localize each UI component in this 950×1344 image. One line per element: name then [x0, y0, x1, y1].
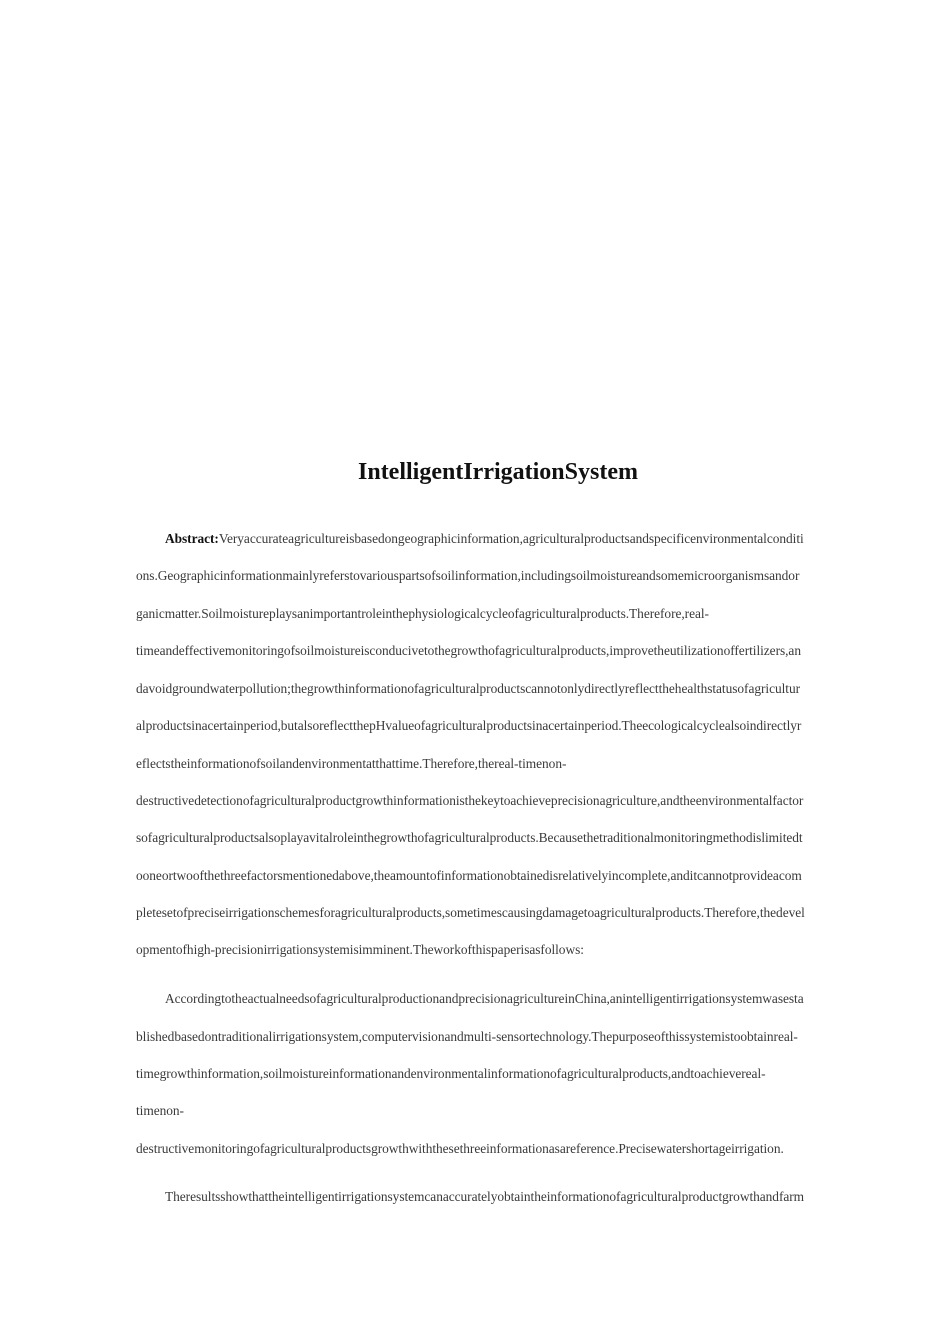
paragraph-first-line: AccordingtotheactualneedsofagriculturalproductionandprecisionagricultureinChina,anintelligentirrigationsystemwasesta: [165, 991, 804, 1006]
abstract-line: [165, 529, 804, 549]
body-line: timenon-: [136, 1103, 184, 1118]
body-line: opmentofhigh-precisionirrigationsystemisimminent.Theworkofthispaperisasfollows:: [136, 942, 584, 957]
abstract-label: Abstract:: [165, 531, 219, 546]
body-line: ganicmatter.Soilmoistureplaysanimportantroleinthephysiologicalcycleofagriculturalproducts.Therefore,real-: [136, 606, 709, 621]
line-text: Veryaccurateagricultureisbasedongeographicinformation,agriculturalproductsandspecificenvironmentalconditi: [218, 531, 804, 546]
body-line: timegrowthinformation,soilmoistureinformationandenvironmentalinformationofagriculturalproducts,andtoachievereal-: [136, 1066, 766, 1081]
body-line: pletesetofpreciseirrigationschemesforagriculturalproducts,sometimescausingdamagetoagriculturalproducts.Therefore,thedevel: [136, 905, 805, 920]
body-line: eflectstheinformationofsoilandenvironmentatthattime.Therefore,thereal-timenon-: [136, 756, 567, 771]
body-line: sofagriculturalproductsalsoplayavitalroleinthegrowthofagriculturalproducts.Becausethetraditionalmonitoringmethodislimitedt: [136, 830, 803, 845]
paragraph-first-line: Theresultsshowthattheintelligentirrigationsystemcanaccuratelyobtaintheinformationofagriculturalproductgrowthandfarm: [165, 1189, 805, 1204]
body-line: ooneortwoofthethreefactorsmentionedabove,theamountofinformationobtainedisrelativelyincomplete,anditcannotprovideacom: [136, 868, 802, 883]
body-line: ons.Geographicinformationmainlyreferstovariouspartsofsoilinformation,includingsoilmoistureandsomemicroorganismsandor: [136, 568, 800, 583]
body-line: blishedbasedontraditionalirrigationsystem,computervisionandmulti-sensortechnology.Thepurposeofthissystemistoobtainreal-: [136, 1029, 798, 1044]
body-line: destructivemonitoringofagriculturalproductsgrowthwiththesethreeinformationasareference.Precisewatershortageirrigation.: [136, 1141, 784, 1156]
document-title: IntelligentIrrigationSystem: [358, 459, 638, 485]
body-line: davoidgroundwaterpollution;thegrowthinformationofagriculturalproductscannotonlydirectlyreflectthehealthstatusofagricultur: [136, 681, 801, 696]
body-line: destructivedetectionofagriculturalproductgrowthinformationisthekeytoachieveprecisionagriculture,andtheenvironmentalfactor: [136, 793, 804, 808]
body-line: alproductsinacertainperiod,butalsoreflectthepHvalueofagriculturalproductsinacertainperiod.Theecologicalcyclealsoindirectlyr: [136, 718, 802, 733]
body-line: timeandeffectivemonitoringofsoilmoistureisconducivetothegrowthofagriculturalproducts,improvetheutilizationoffertilizers,an: [136, 643, 801, 658]
